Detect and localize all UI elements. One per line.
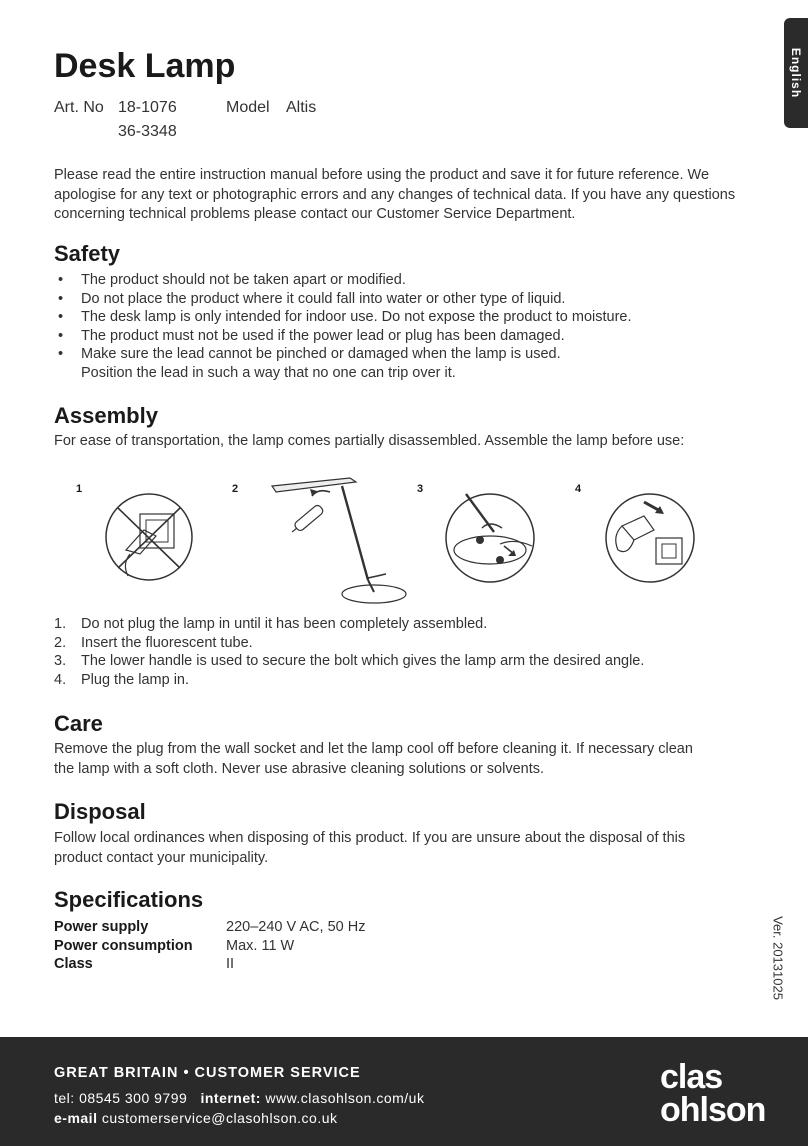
- figure-number-3: 3: [417, 483, 424, 495]
- step-text: Insert the fluorescent tube.: [81, 634, 253, 651]
- figure-number-2: 2: [232, 483, 239, 495]
- footer-title: GREAT BRITAIN • CUSTOMER SERVICE: [54, 1065, 361, 1081]
- safety-item: • Do not place the product where it could fall into water or other type of liquid.: [54, 290, 754, 309]
- figure-number-1: 1: [76, 483, 83, 495]
- safety-item: • The product must not be used if the power lead or plug has been damaged.: [54, 327, 754, 346]
- disposal-heading: Disposal: [54, 799, 146, 824]
- intro-text: Please read the entire instruction manual before using the product and save it for future reference. We apologise for any text or photographic errors and any changes of technical data. If you have any questions concerning technical problems please contact our Customer Service Department.: [54, 167, 736, 222]
- spec-value: Max. 11 W: [226, 937, 295, 954]
- logo-line-2: ohlson: [660, 1091, 766, 1129]
- internet-label: internet:: [200, 1090, 261, 1106]
- tel-value: 08545 300 9799: [79, 1090, 188, 1106]
- model-label: Model: [226, 99, 270, 116]
- internet-link[interactable]: www.clasohlson.com/uk: [265, 1090, 425, 1106]
- footer: [0, 1037, 808, 1146]
- spec-row: [54, 918, 365, 937]
- tel-label: tel:: [54, 1090, 75, 1106]
- step-number: 1.: [54, 616, 67, 632]
- spec-key: Power consumption: [54, 937, 193, 954]
- step-text: Do not plug the lamp in until it has been completely assembled.: [81, 616, 488, 632]
- illustration-plug-in: [604, 492, 696, 584]
- email-link[interactable]: customerservice@clasohlson.co.uk: [101, 1110, 338, 1126]
- art-no-2: 36-3348: [118, 123, 177, 140]
- model-value: Altis: [286, 99, 317, 116]
- illustration-do-not-plug: [104, 492, 194, 582]
- spec-value: II: [226, 956, 235, 973]
- art-no-1: 18-1076: [118, 99, 177, 116]
- spec-value: 220–240 V AC, 50 Hz: [226, 919, 366, 935]
- step-number: 3.: [54, 653, 67, 670]
- specifications-heading: Specifications: [54, 887, 204, 912]
- illustration-lamp-tube: [268, 470, 418, 610]
- safety-item: • The desk lamp is only intended for indoor use. Do not expose the product to moisture.: [54, 308, 754, 327]
- clas-ohlson-logo: [660, 1058, 766, 1129]
- assembly-steps: [54, 615, 754, 689]
- footer-contact-line: [54, 1090, 424, 1106]
- safety-heading: Safety: [54, 241, 121, 266]
- disposal-text: Follow local ordinances when disposing of this product. If you are unsure about the disposal of this product contact your municipality.: [54, 830, 686, 866]
- care-heading: Care: [54, 711, 103, 736]
- page-title: Desk Lamp: [54, 47, 236, 85]
- version-label: Ver. 20131025: [770, 916, 786, 1000]
- spec-key: Power supply: [54, 919, 149, 935]
- language-tab-label: English: [789, 47, 803, 99]
- illustration-lower-handle: [444, 492, 536, 584]
- step-text: Plug the lamp in.: [81, 671, 190, 688]
- step-item: [54, 634, 754, 653]
- figure-number-4: 4: [575, 483, 582, 495]
- safety-list: [54, 271, 754, 383]
- art-no-label: Art. No: [54, 99, 104, 116]
- step-number: 4.: [54, 671, 67, 688]
- assembly-text: For ease of transportation, the lamp comes partially disassembled. Assemble the lamp before use:: [54, 433, 685, 449]
- care-text: Remove the plug from the wall socket and let the lamp cool off before cleaning it. If necessary clean the lamp with a soft cloth. Never use abrasive cleaning solutions or solvents.: [54, 741, 693, 777]
- step-item: [54, 615, 754, 634]
- assembly-heading: Assembly: [54, 403, 158, 428]
- language-tab: [784, 18, 808, 128]
- logo-line-1: clas: [660, 1058, 723, 1096]
- step-item: [54, 652, 754, 671]
- safety-item-continuation: Position the lead in such a way that no one can trip over it.: [81, 364, 456, 381]
- email-label: e-mail: [54, 1110, 98, 1126]
- spec-key: Class: [54, 956, 93, 973]
- safety-item: • The product should not be taken apart or modified.: [54, 271, 754, 290]
- step-item: [54, 671, 754, 690]
- spec-row: [54, 937, 365, 956]
- specifications-table: [54, 918, 365, 974]
- step-text: The lower handle is used to secure the bolt which gives the lamp arm the desired angle.: [81, 653, 645, 670]
- step-number: 2.: [54, 634, 67, 651]
- spec-row: [54, 955, 365, 974]
- footer-email-line: [54, 1110, 338, 1126]
- safety-item: • Make sure the lead cannot be pinched or damaged when the lamp is used.: [54, 345, 754, 364]
